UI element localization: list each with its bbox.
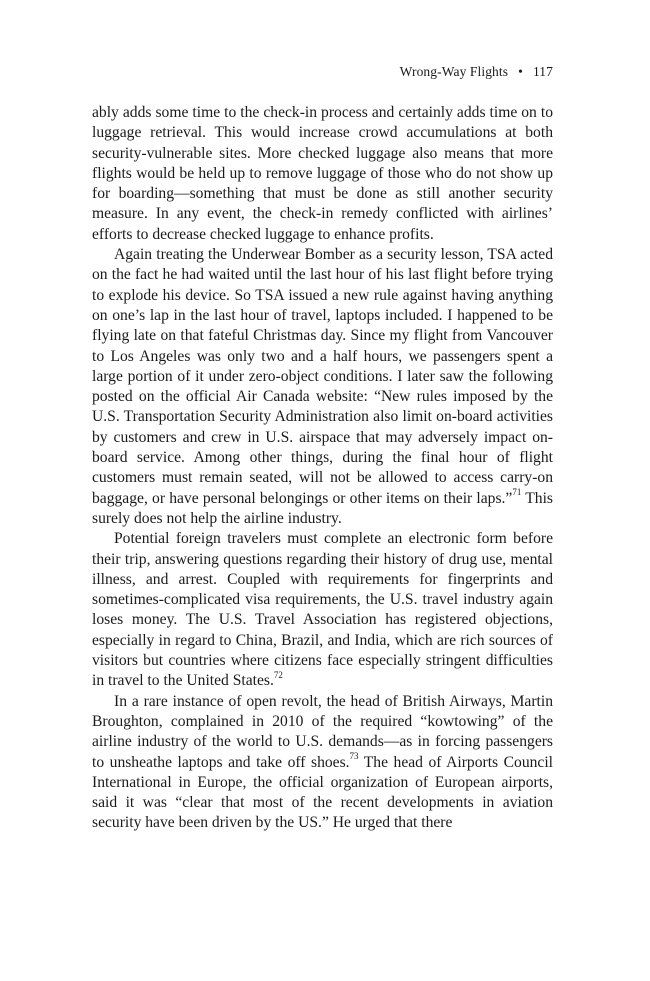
paragraph-text: Potential foreign travelers must complete an electronic form before their trip, answering questions regarding their history of drug use, mental illness, and arrest. Coupled with requirements for fingerprints and sometimes-complicated visa requirements, the U.S. travel industry again loses money. The U.S. Travel Association has registered objections, especially in regard to China, Brazil, and India, which are rich sources of visitors but countries where citizens face especially stringent difficulties in travel to the United States. [92,530,553,690]
paragraph-text: Again treating the Underwear Bomber as a security lesson, TSA acted on the fact he had waited until the last hour of his last flight before trying to explode his device. So TSA issued a new rule against having anything on one’s lap in the last hour of travel, laptops included. I happened to be flying late on that fateful Christmas day. Since my flight from Vancouver to Los Angeles was only two and a half hours, we passengers spent a large portion of it under zero-object conditions. I later saw the following posted on the official Air Canada website: “New rules imposed by the U.S. Transportation Security Administration also limit on-board activities by customers and crew in U.S. airspace that may adversely impact on-board service. Among other things, during the final hour of flight customers must remain seated, will not be allowed to access carry-on baggage, or have personal belongings or other items on their laps.” [92,246,553,507]
footnote-ref-72: 72 [273,670,283,681]
paragraph-1 [92,103,553,245]
paragraph-text: ably adds some time to the check-in process and certainly adds time on to luggage retrieval. This would increase crowd accumulations at both security-vulnerable sites. More checked luggage also means that more flights would be held up to remove luggage of those who do not show up for boarding—something that must be done as still another security measure. In any event, the check-in remedy conflicted with airlines’ efforts to decrease checked luggage to enhance profits. [92,104,553,243]
body-text [92,103,553,834]
footnote-ref-73: 73 [349,751,359,762]
footnote-ref-71: 71 [512,487,522,498]
header-separator: • [518,64,523,79]
paragraph-text: In a rare instance of open revolt, the head of British Airways, Martin Broughton, complained in 2010 of the required “kowtowing” of the airline industry of the world to U.S. demands—as in forcing passengers to unsheathe laptops and take off shoes. [92,692,553,771]
running-title: Wrong-Way Flights [399,64,509,79]
paragraph-3 [92,529,553,691]
paragraph-4 [92,692,553,834]
paragraph-text: The head of Airports Council International in Europe, the official organization of European airports, said it was “clear that most of the recent developments in aviation security have been driven by the US.” He urged that there [92,753,553,832]
paragraph-2 [92,245,553,529]
page-number: 117 [532,64,553,79]
paragraph-text: This surely does not help the airline industry. [92,489,553,527]
running-head [400,64,553,80]
